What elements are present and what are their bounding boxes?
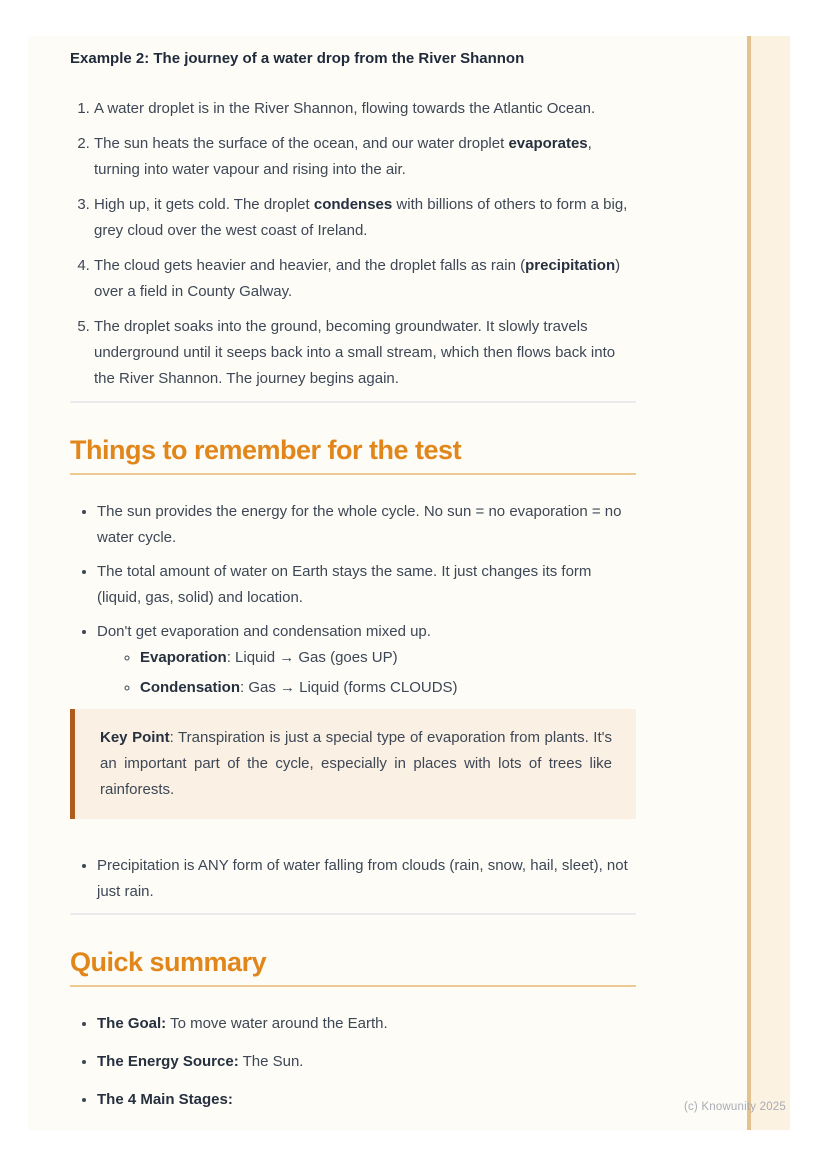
text: The droplet soaks into the ground, becoming groundwater. It slowly travels underground until it seeps back into a small stream, which then flows back into the River Shannon. The journey begins again. xyxy=(94,318,616,387)
text: Don't get evaporation and condensation mixed up. xyxy=(97,623,431,640)
text: To move water around the Earth. xyxy=(166,1015,388,1032)
document-page xyxy=(28,36,790,1130)
remember-list xyxy=(70,499,636,701)
text: High up, it gets cold. The droplet xyxy=(94,196,314,213)
page-edge-strip xyxy=(751,36,790,1130)
list-item xyxy=(97,1011,636,1037)
bold-text: Condensation xyxy=(140,679,240,696)
water-drop-journey-list xyxy=(70,96,636,392)
list-item xyxy=(94,96,636,122)
text: A water droplet is in the River Shannon, flowing towards the Atlantic Ocean. xyxy=(94,100,596,117)
key-point-callout xyxy=(70,709,636,819)
list-item xyxy=(97,1087,636,1113)
text: The total amount of water on Earth stays the same. It just changes its form (liquid, gas, solid) and location. xyxy=(97,563,592,606)
section-divider xyxy=(70,401,636,403)
bold-text: Evaporation xyxy=(140,649,227,666)
text: : Liquid → Gas (goes UP) xyxy=(226,649,398,666)
bold-text: Key Point xyxy=(100,729,170,746)
text: , turning into water vapour and rising into the air. xyxy=(94,135,592,178)
text: The Sun. xyxy=(238,1053,304,1070)
watermark: (c) Knowunity 2025 xyxy=(683,1101,786,1113)
remember-section-heading: Things to remember for the test xyxy=(70,433,636,475)
list-item xyxy=(97,853,636,905)
sub-list-item xyxy=(140,645,636,671)
precipitation-note-list xyxy=(70,853,636,905)
list-item xyxy=(97,559,636,611)
list-item xyxy=(97,619,636,701)
summary-list xyxy=(70,1011,636,1113)
bold-text: condenses xyxy=(313,196,393,213)
page-content xyxy=(70,36,636,1125)
list-item xyxy=(97,1049,636,1075)
list-item xyxy=(97,499,636,551)
summary-section-heading: Quick summary xyxy=(70,945,636,987)
list-item xyxy=(94,314,636,392)
text: The sun provides the energy for the whole cycle. No sun = no evaporation = no water cycle. xyxy=(97,503,622,546)
list-item xyxy=(94,253,636,305)
example-heading: Example 2: The journey of a water drop from the River Shannon xyxy=(70,50,525,67)
bold-text: The 4 Main Stages: xyxy=(97,1091,233,1108)
text: The cloud gets heavier and heavier, and the droplet falls as rain ( xyxy=(94,257,526,274)
sub-list-item xyxy=(140,675,636,701)
text: Precipitation is ANY form of water falling from clouds (rain, snow, hail, sleet), not just rain. xyxy=(97,857,628,900)
text: : Gas → Liquid (forms CLOUDS) xyxy=(240,679,458,696)
bold-text: precipitation xyxy=(525,257,616,274)
text: ) over a field in County Galway. xyxy=(94,257,621,300)
text: with billions of others to form a big, grey cloud over the west coast of Ireland. xyxy=(94,196,628,239)
bold-text: The Energy Source: xyxy=(97,1053,239,1070)
text: : Transpiration is just a special type of evaporation from plants. It's an important part of the cycle, especially in places with lots of trees like rainforests. xyxy=(100,729,612,798)
list-item xyxy=(94,131,636,183)
list-item xyxy=(94,192,636,244)
section-divider xyxy=(70,913,636,915)
bold-text: The Goal: xyxy=(97,1015,167,1032)
sub-list xyxy=(97,645,636,701)
text: The sun heats the surface of the ocean, and our water droplet xyxy=(94,135,509,152)
bold-text: evaporates xyxy=(508,135,588,152)
